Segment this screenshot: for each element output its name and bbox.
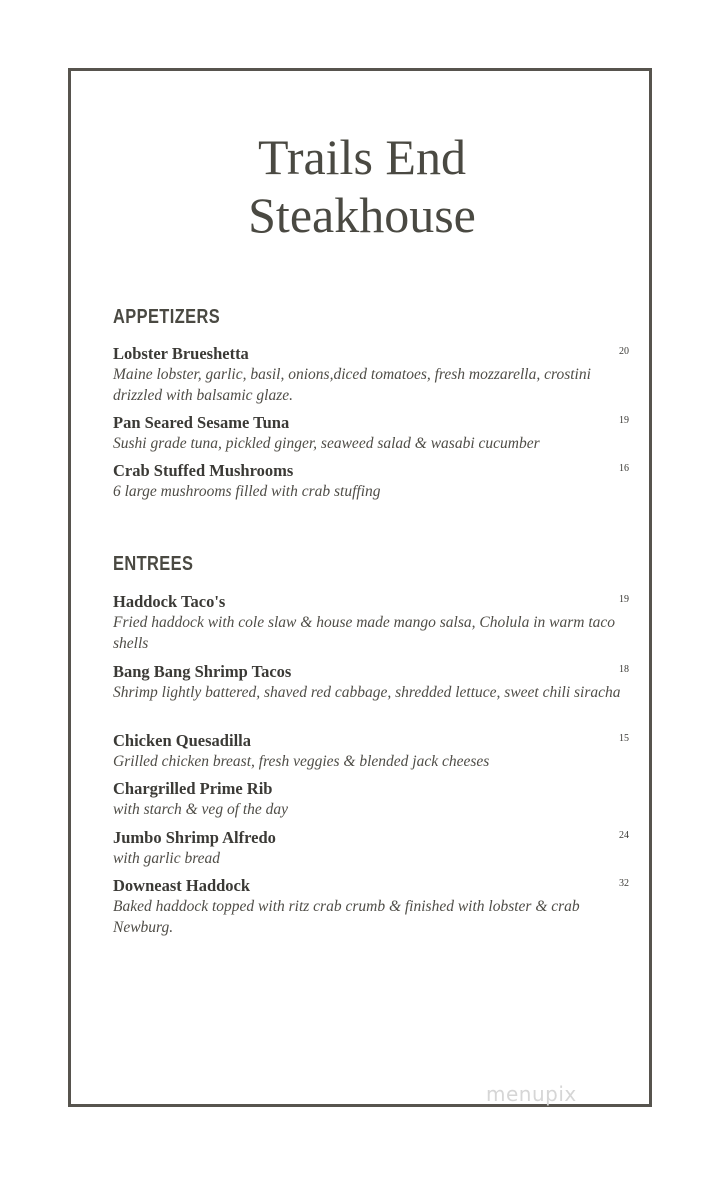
- item-description: with starch & veg of the day: [113, 801, 289, 818]
- item-name: Chargrilled Prime Rib: [113, 779, 273, 798]
- appetizers-heading: APPETIZERS: [113, 306, 221, 328]
- item-price: 15: [619, 733, 629, 744]
- item-description: with garlic bread: [113, 850, 221, 867]
- item-name: Crab Stuffed Mushrooms: [113, 461, 294, 480]
- menu-item: [113, 730, 633, 772]
- item-description: Maine lobster, garlic, basil, onions,diced tomatoes, fresh mozzarella, crostini drizzled with balsamic glaze.: [113, 366, 591, 404]
- item-name: Bang Bang Shrimp Tacos: [113, 662, 292, 681]
- restaurant-title-line1: Trails End: [258, 129, 466, 185]
- item-name: Jumbo Shrimp Alfredo: [113, 828, 276, 847]
- item-price: 32: [619, 878, 629, 889]
- menu-item: [113, 460, 633, 502]
- item-price: 19: [619, 594, 629, 605]
- menu-item: [113, 778, 633, 820]
- item-name: Lobster Brueshetta: [113, 344, 249, 363]
- item-price: 20: [619, 346, 629, 357]
- item-description: Fried haddock with cole slaw & house made mango salsa, Cholula in warm taco shells: [113, 614, 616, 652]
- item-price: 19: [619, 415, 629, 426]
- item-description: 6 large mushrooms filled with crab stuffing: [113, 483, 381, 500]
- menu-item: [113, 591, 633, 654]
- item-price: 18: [619, 664, 629, 675]
- item-name: Chicken Quesadilla: [113, 731, 251, 750]
- menu-item: [113, 343, 633, 406]
- item-name: Downeast Haddock: [113, 876, 251, 895]
- item-price: 16: [619, 463, 629, 474]
- menupix-watermark: menupix: [486, 1082, 577, 1106]
- menu-item: [113, 875, 633, 938]
- restaurant-title-line2: Steakhouse: [248, 187, 476, 243]
- item-name: Pan Seared Sesame Tuna: [113, 413, 290, 432]
- menu-item: [113, 412, 633, 454]
- item-description: Grilled chicken breast, fresh veggies & blended jack cheeses: [113, 753, 490, 770]
- item-description: Sushi grade tuna, pickled ginger, seaweed salad & wasabi cucumber: [113, 435, 540, 452]
- menu-item: [113, 661, 633, 703]
- menu-item: [113, 827, 633, 869]
- item-price: 24: [619, 830, 629, 841]
- item-name: Haddock Taco's: [113, 592, 226, 611]
- item-description: Baked haddock topped with ritz crab crumb & finished with lobster & crab Newburg.: [113, 898, 580, 936]
- item-description: Shrimp lightly battered, shaved red cabbage, shredded lettuce, sweet chili siracha: [113, 684, 621, 701]
- entrees-heading: ENTREES: [113, 553, 194, 575]
